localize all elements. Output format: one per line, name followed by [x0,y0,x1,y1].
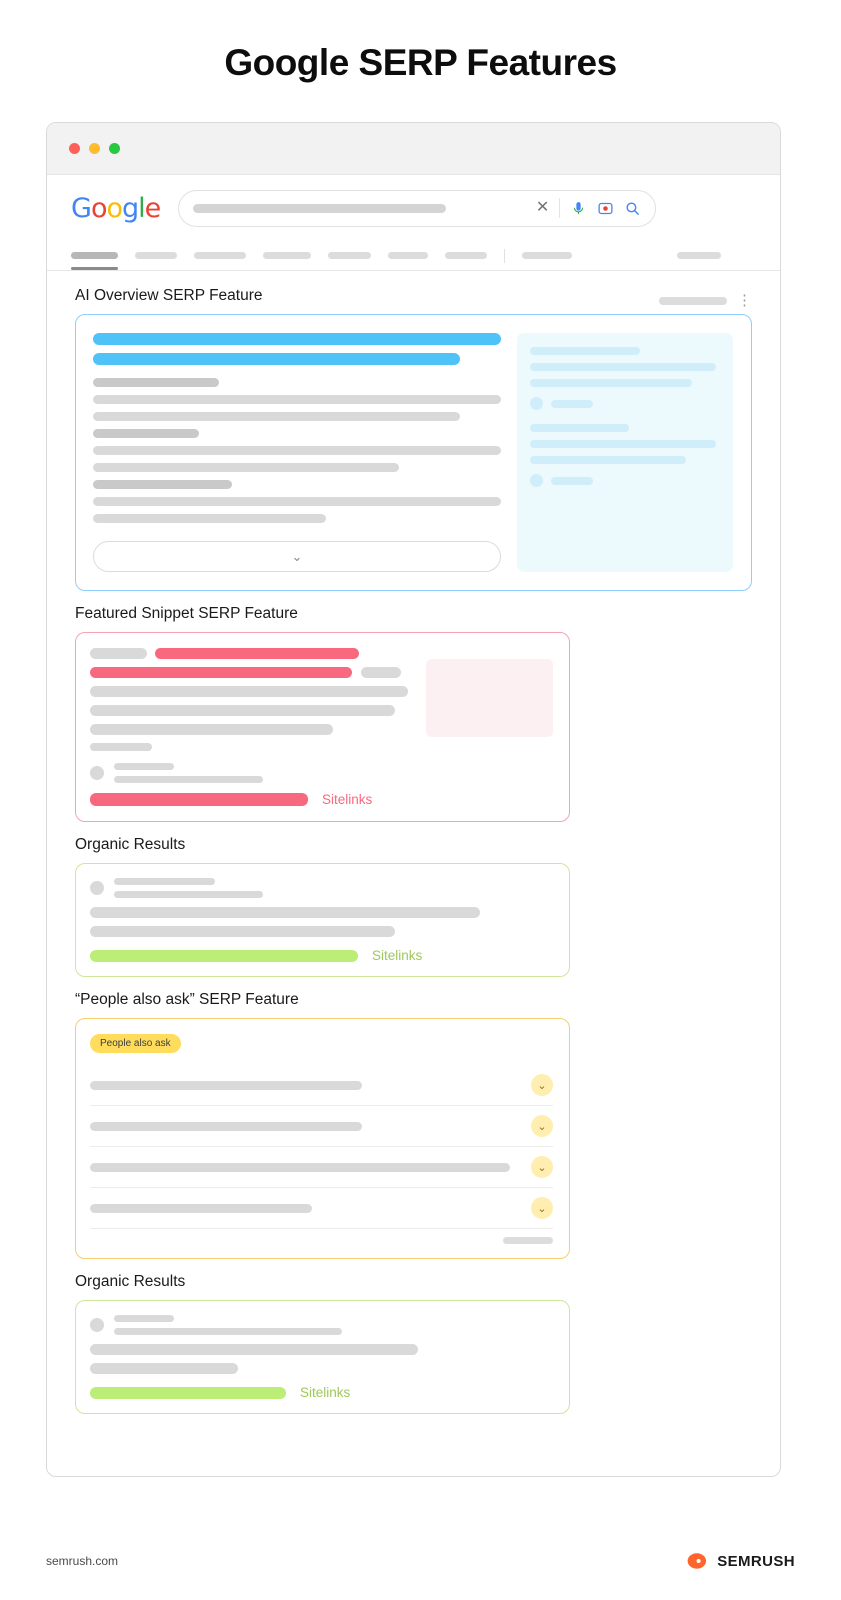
sitelinks-bar[interactable] [90,793,308,806]
ai-text-bar [93,446,501,455]
snippet-suffix-bar [361,667,401,678]
favicon-icon [90,766,104,780]
source-name-bar [551,400,593,408]
tab-news[interactable] [263,252,311,259]
divider [559,198,560,218]
people-also-ask-chip: People also ask [90,1034,181,1053]
snippet-text-bar [90,743,152,751]
search-tabs-bar [47,241,780,271]
source-bar [530,379,692,387]
snippet-source-row[interactable] [90,763,553,783]
more-options-icon[interactable]: ⋮ [737,291,752,309]
paa-question-row[interactable] [90,1188,553,1229]
favicon-icon [530,397,543,410]
logo-letter-o1: o [90,192,107,224]
paa-question-bar [90,1204,312,1213]
browser-title-bar [47,123,780,175]
tab-videos[interactable] [194,252,246,259]
organic-results-2-box [75,1300,570,1414]
snippet-text-bar [90,705,395,716]
tab-settings[interactable] [677,252,721,259]
featured-snippet-sitelinks-row [90,792,553,807]
paa-question-bar [90,1081,362,1090]
minimize-window-dot[interactable] [89,143,100,154]
favicon-icon [90,1318,104,1332]
ai-text-bar [93,395,501,404]
ai-overview-label: AI Overview SERP Feature [75,287,263,304]
ai-text-bar [93,480,232,489]
close-icon[interactable]: ✕ [535,199,550,216]
tab-all[interactable] [71,252,118,259]
search-query-placeholder-bar [193,204,446,213]
browser-window-mockup [46,122,781,1477]
people-also-ask-box [75,1018,570,1259]
organic-sitelinks-row [90,1385,553,1400]
source-row[interactable] [530,474,720,487]
organic-results-1-box [75,863,570,977]
logo-letter-o2: o [106,192,122,224]
source-row[interactable] [530,397,720,410]
paa-footer-bar [503,1237,553,1244]
chevron-down-icon[interactable]: ⌄ [531,1156,553,1178]
featured-snippet-thumbnail [426,659,553,737]
semrush-wordmark: SEMRUSH [717,1552,795,1570]
source-bar [530,347,640,355]
paa-question-bar [90,1163,510,1172]
ai-overview-box [75,314,752,591]
semrush-mark-icon [683,1552,708,1570]
ai-highlight-bar [93,353,460,365]
logo-letter-g: G [71,192,91,224]
google-logo[interactable] [71,193,160,224]
source-bar [530,456,686,464]
tab-images[interactable] [135,252,177,259]
sitelinks-label: Sitelinks [300,1385,351,1400]
semrush-logo [683,1552,795,1570]
paa-question-row[interactable] [90,1147,553,1188]
logo-letter-g2: g [122,192,139,224]
ai-overview-text-column [93,333,501,572]
chevron-down-icon[interactable]: ⌄ [531,1197,553,1219]
source-name-bar [551,477,593,485]
footer [46,1552,795,1570]
paa-question-bar [90,1122,362,1131]
favicon-icon [90,881,104,895]
show-more-button[interactable]: ⌄ [93,541,501,572]
source-bar [530,363,716,371]
sitelinks-label: Sitelinks [372,948,423,963]
organic-text-bar [90,1344,418,1355]
organic-text-bar [90,907,480,918]
snippet-highlight-bar [155,648,359,659]
tab-more[interactable] [445,252,487,259]
organic-text-bar [90,926,395,937]
source-url-bar [114,1328,342,1335]
source-name-bar [114,1315,174,1322]
divider [504,249,505,263]
serp-content [47,271,780,1414]
source-name-bar [114,763,174,770]
source-url-bar [114,891,263,898]
featured-snippet-box [75,632,570,822]
ai-overview-sources-panel [517,333,733,572]
sitelinks-bar[interactable] [90,1387,286,1399]
ai-text-bar [93,497,501,506]
logo-letter-e: e [144,192,161,224]
microphone-icon[interactable] [570,200,587,217]
ai-text-bar [93,412,460,421]
close-window-dot[interactable] [69,143,80,154]
paa-question-row[interactable] [90,1106,553,1147]
source-bar [530,440,716,448]
paa-question-row[interactable] [90,1065,553,1106]
google-lens-icon[interactable] [597,200,614,217]
ai-overview-header [75,287,752,314]
search-icon[interactable] [624,200,641,217]
maximize-window-dot[interactable] [109,143,120,154]
featured-snippet-label: Featured Snippet SERP Feature [75,605,298,622]
organic-text-bar [90,1363,238,1374]
sitelinks-bar[interactable] [90,950,358,962]
organic-results-2-label: Organic Results [75,1273,186,1290]
chevron-down-icon[interactable]: ⌄ [531,1115,553,1137]
footer-site: semrush.com [46,1554,119,1568]
ai-text-bar [93,514,326,523]
people-also-ask-label: “People also ask” SERP Feature [75,991,299,1008]
organic-source-row[interactable] [90,878,553,898]
ai-text-bar [93,378,219,387]
snippet-text-bar [90,724,333,735]
favicon-icon [530,474,543,487]
source-name-bar [114,878,215,885]
logo-letter-l: l [138,192,145,224]
organic-source-row[interactable] [90,1315,553,1335]
google-search-row [47,175,780,241]
tab-tools[interactable] [522,252,572,259]
source-url-bar [114,776,263,783]
snippet-text-bar [90,686,408,697]
organic-results-1-label: Organic Results [75,836,186,853]
search-input[interactable] [178,190,656,227]
chevron-down-icon[interactable]: ⌄ [531,1074,553,1096]
ai-overview-meta-bar [659,297,727,305]
snippet-highlight-bar [90,667,352,678]
tab-shopping[interactable] [328,252,371,259]
source-bar [530,424,629,432]
ai-text-bar [93,429,199,438]
snippet-prefix-bar [90,648,147,659]
sitelinks-label: Sitelinks [322,792,373,807]
ai-highlight-bar [93,333,501,345]
ai-text-bar [93,463,399,472]
organic-sitelinks-row [90,948,553,963]
page-title: Google SERP Features [224,42,617,83]
tab-books[interactable] [388,252,428,259]
